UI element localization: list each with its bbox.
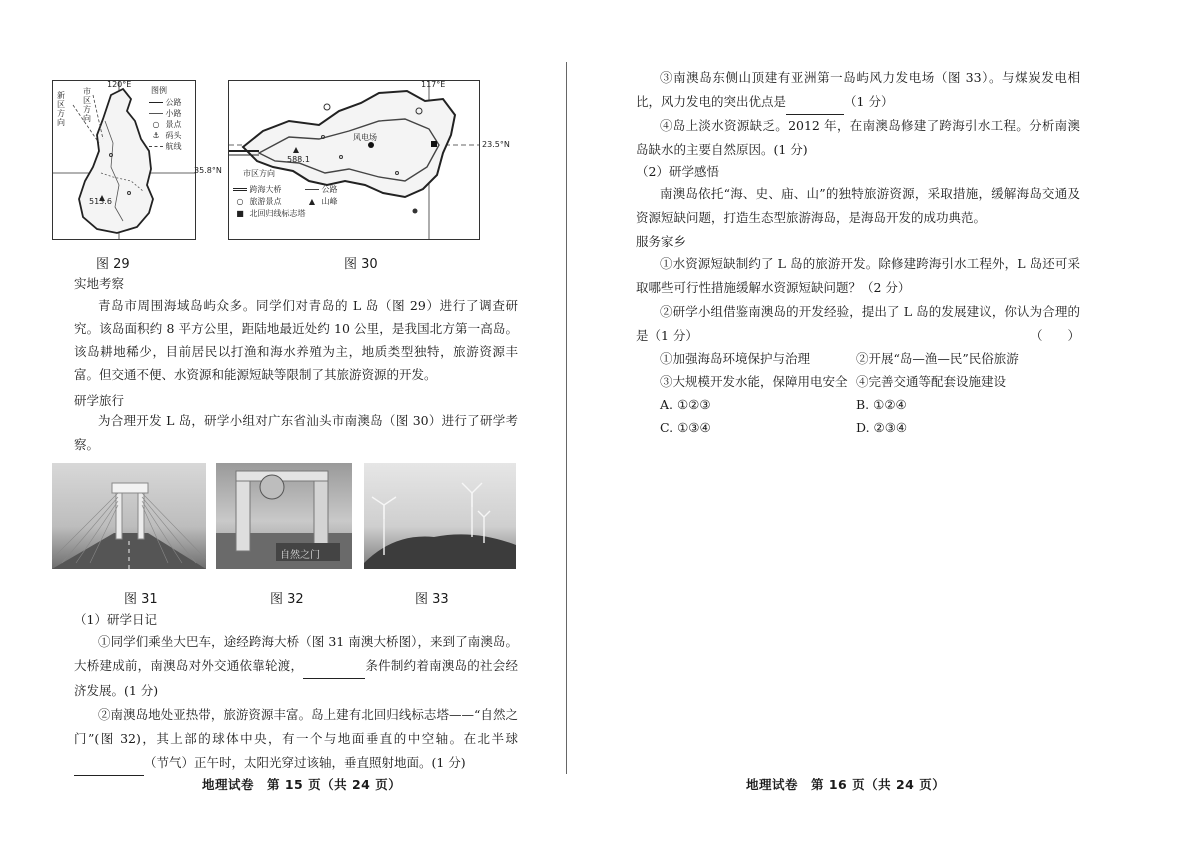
q2-title: （2）研学感悟 bbox=[636, 164, 719, 179]
legend-path: 小路 bbox=[165, 109, 182, 118]
q1-title: （1）研学日记 bbox=[74, 612, 157, 627]
q1-item-4: ④岛上淡水资源缺乏。2012 年，在南澳岛修建了跨海引水工程。分析南澳岛缺水的主要自然原因。(1 分) bbox=[636, 118, 1080, 157]
page-divider bbox=[566, 62, 567, 774]
choice-b[interactable]: B. ①②④ bbox=[856, 397, 907, 412]
legend-tourist-spot: 旅游景点 bbox=[249, 197, 282, 206]
fig29-direction-city: 市 区 方 向 bbox=[83, 87, 91, 123]
fig29-peak: 513.6 bbox=[89, 197, 112, 206]
legend-highway: 公路 bbox=[321, 185, 338, 194]
legend-route: 航线 bbox=[165, 142, 182, 151]
legend-dock: 码头 bbox=[165, 131, 182, 140]
footer-right: 地理试卷 第 16 页（共 24 页） bbox=[746, 777, 946, 792]
q1-item-3-text-b: （1 分） bbox=[844, 94, 894, 109]
q1-item-2 bbox=[74, 703, 518, 776]
footer-left: 地理试卷 第 15 页（共 24 页） bbox=[202, 777, 402, 792]
q1-item-1-text-a: ①同学们乘坐大巴车，途经跨海大桥（图 31 南澳大桥图），来到了南澳岛。大桥建成前，南澳岛对外交通依靠轮渡， bbox=[74, 634, 518, 673]
fig30-legend: 跨海大桥 公路 ○ 旅游景点 ▲ 山峰 ■ 北回归线标志塔 bbox=[233, 184, 383, 220]
photo-32-caption: 图 32 bbox=[270, 592, 304, 607]
option-4: ④完善交通等配套设施建设 bbox=[856, 374, 1007, 389]
legend-road: 公路 bbox=[165, 98, 182, 107]
photo-33-wind-farm bbox=[364, 463, 516, 569]
legend-tropic-tower: 北回归线标志塔 bbox=[249, 209, 306, 218]
field-survey-paragraph: 青岛市周围海域岛屿众多。同学们对青岛的 L 岛（图 29）进行了调查研究。该岛面积约 8 平方公里，距陆地最近处约 10 公里，是我国北方第一高岛。该岛耕地稀少，目前居民以打渔和海水养殖为主，地质类型独特，旅游资源丰富。但交通不便、水资源和能源短缺等限制了其旅游资源的开发。 bbox=[74, 298, 518, 382]
figure-29-map bbox=[52, 80, 196, 240]
q1-item-3-text-a: ③南澳岛东侧山顶建有亚洲第一岛屿风力发电场（图 33）。与煤炭发电相比，风力发电的突出优点是 bbox=[636, 70, 1080, 109]
fig30-caption: 图 30 bbox=[344, 257, 378, 272]
legend-bridge: 跨海大桥 bbox=[249, 185, 282, 194]
fig29-direction-new: 新 区 方 向 bbox=[57, 91, 65, 127]
q1-item-1-blank[interactable] bbox=[303, 654, 365, 679]
choice-c[interactable]: C. ①③④ bbox=[660, 420, 711, 435]
q2-paragraph: 南澳岛依托“海、史、庙、山”的独特旅游资源，采取措施，缓解海岛交通及资源短缺问题，打造生态型旅游海岛，是海岛开发的成功典范。 bbox=[636, 186, 1080, 225]
fig29-legend-title: 图例 bbox=[151, 86, 167, 95]
legend-scenic: 景点 bbox=[165, 120, 182, 129]
q1-item-2-blank[interactable] bbox=[74, 751, 144, 776]
q1-item-3 bbox=[636, 66, 1080, 115]
section-field-survey: 实地考察 bbox=[74, 276, 125, 291]
fig30-lon: 117°E bbox=[421, 80, 446, 89]
section-study-trip: 研学旅行 bbox=[74, 393, 125, 408]
fig29-caption: 图 29 bbox=[96, 257, 130, 272]
photo-32-gate-of-nature bbox=[216, 463, 352, 569]
q1-item-1-text-b: 条件制约着南澳岛的社会经济发展。(1 分) bbox=[74, 658, 518, 698]
fig30-wind: 风电场 bbox=[353, 133, 377, 142]
figure-30-map bbox=[228, 80, 480, 240]
option-2: ②开展“岛—渔—民”民俗旅游 bbox=[856, 351, 1019, 366]
gate-plaque-text: 自然之门 bbox=[280, 550, 320, 561]
q1-item-2-text-b: （节气）正午时，太阳光穿过该轴，垂直照射地面。(1 分) bbox=[144, 755, 466, 770]
photo-31-bridge bbox=[52, 463, 206, 569]
q1-item-1 bbox=[74, 630, 518, 703]
fig30-city-dir: 市区方向 bbox=[243, 169, 275, 178]
fig29-lon: 120°E bbox=[107, 80, 132, 89]
study-trip-paragraph: 为合理开发 L 岛，研学小组对广东省汕头市南澳岛（图 30）进行了研学考察。 bbox=[74, 413, 518, 452]
photo-33-caption: 图 33 bbox=[415, 592, 449, 607]
answer-paren[interactable]: （ ） bbox=[1030, 328, 1081, 343]
legend-peak: 山峰 bbox=[321, 197, 338, 206]
fig29-lat: 35.8°N bbox=[194, 166, 222, 175]
fig29-legend: 公路 小路 ○ 景点 ⚓ 码头 航线 bbox=[149, 97, 193, 152]
option-3: ③大规模开发水能，保障用电安全 bbox=[660, 374, 848, 389]
service-item-1: ①水资源短缺制约了 L 岛的旅游开发。除修建跨海引水工程外，L 岛还可采取哪些可行性措施缓解水资源短缺问题？（2 分） bbox=[636, 256, 1080, 295]
photo-31-caption: 图 31 bbox=[124, 592, 158, 607]
fig30-peak: 588.1 bbox=[287, 155, 310, 164]
fig30-lat: 23.5°N bbox=[482, 140, 510, 149]
choice-a[interactable]: A. ①②③ bbox=[660, 397, 711, 412]
service-item-2: ②研学小组借鉴南澳岛的开发经验，提出了 L 岛的发展建议，你认为合理的是（1 分） bbox=[636, 304, 1080, 343]
q1-item-3-blank[interactable] bbox=[786, 90, 844, 115]
section-serve-hometown: 服务家乡 bbox=[636, 234, 687, 249]
choice-d[interactable]: D. ②③④ bbox=[856, 420, 908, 435]
q1-item-2-text-a: ②南澳岛地处亚热带，旅游资源丰富。岛上建有北回归线标志塔——“自然之门”(图 32)，其上部的球体中央，有一个与地面垂直的中空轴。在北半球 bbox=[74, 707, 518, 746]
option-1: ①加强海岛环境保护与治理 bbox=[660, 351, 811, 366]
